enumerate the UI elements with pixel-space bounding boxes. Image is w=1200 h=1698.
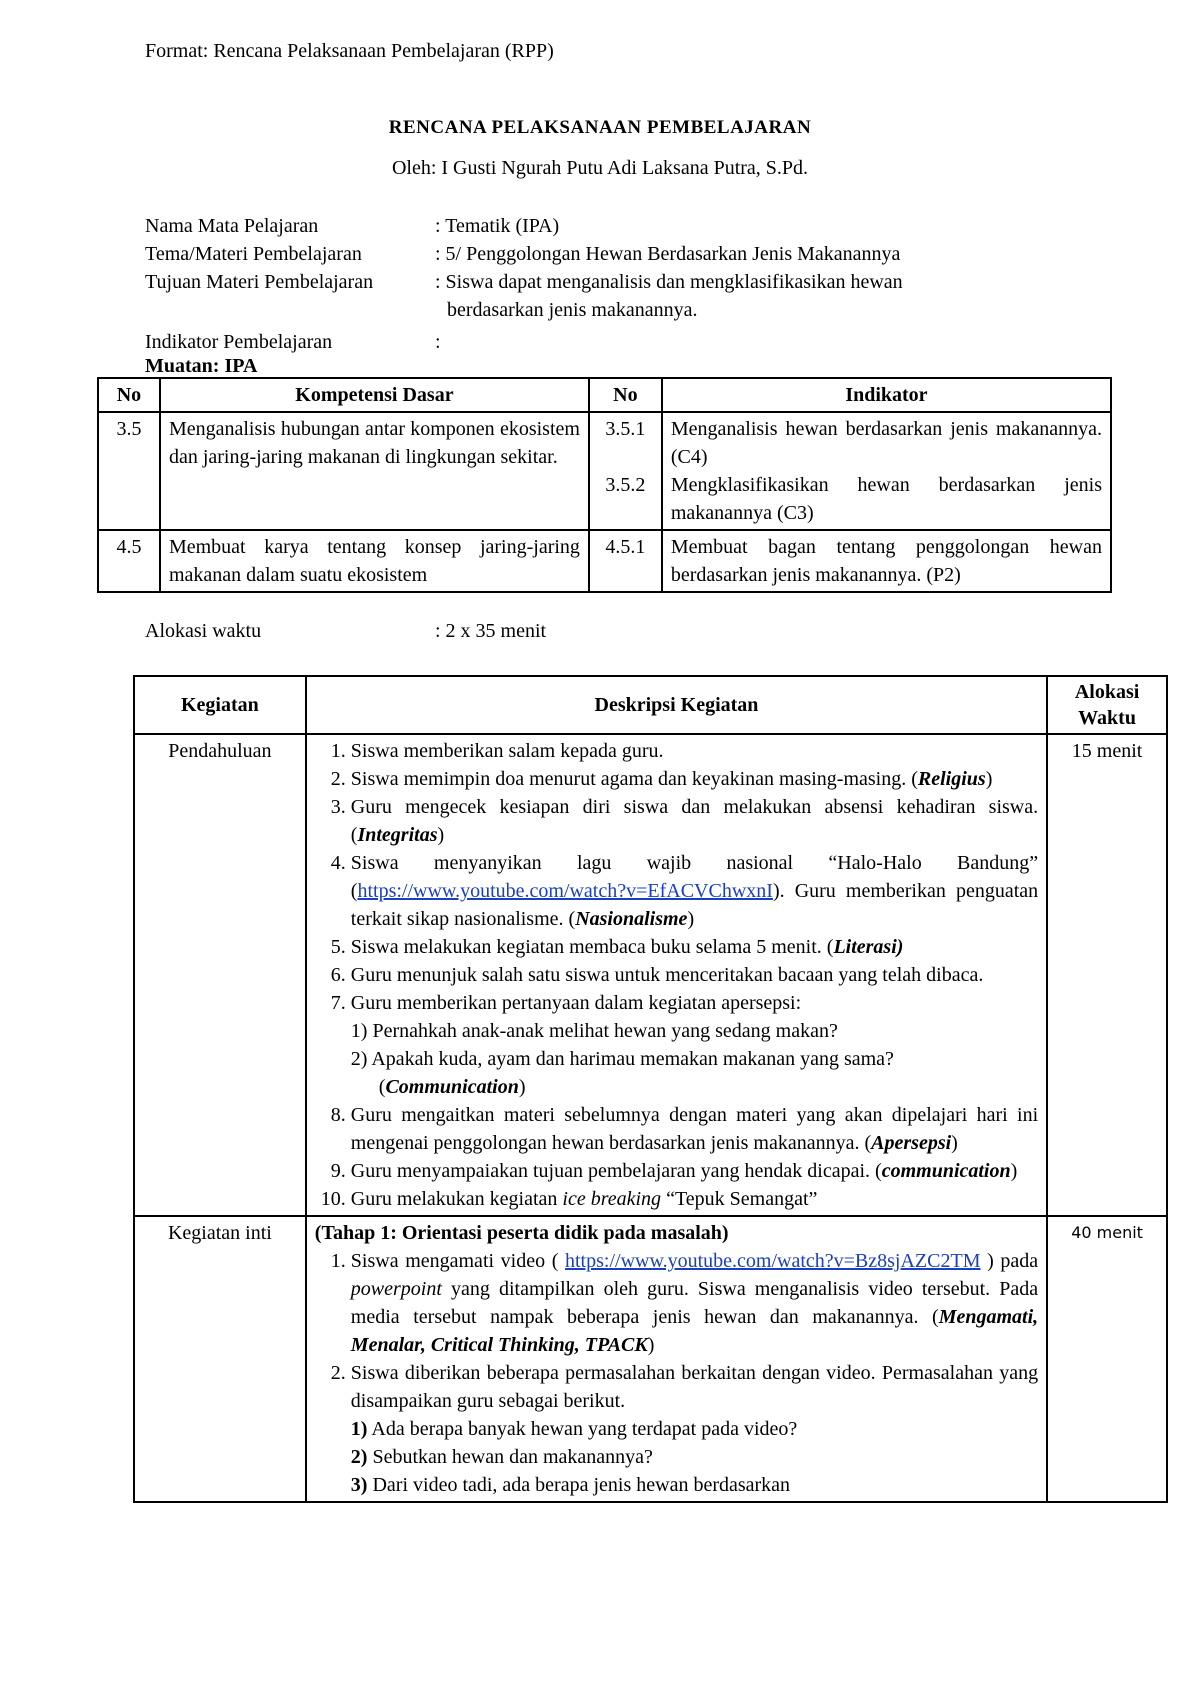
indikator-text: Membuat bagan tentang penggolongan hewan berdasarkan jenis makanannya. (P2) bbox=[662, 530, 1111, 592]
kd-header-row bbox=[98, 378, 1111, 412]
item-text: Siswa melakukan kegiatan membaca buku selama 5 menit. ( bbox=[350, 936, 834, 958]
item-text: “Tepuk Semangat” bbox=[661, 1188, 818, 1210]
tujuan-value-2: berdasarkan jenis makanannya. bbox=[447, 299, 698, 321]
info-block bbox=[145, 212, 1045, 362]
youtube-link[interactable]: https://www.youtube.com/watch?v=EfACVChwxnI bbox=[357, 880, 773, 902]
list-item: 8. Guru mengaitkan materi sebelumnya dengan materi yang akan dipelajari hari ini mengenai penggolongan hewan berdasarkan jenis makanannya. (Apersepsi) bbox=[351, 1101, 1038, 1157]
item-text: Siswa menyanyikan lagu wajib nasional “Halo-Halo Bandung” ( bbox=[350, 852, 1039, 902]
item-text: ) pada bbox=[980, 1250, 1039, 1272]
tema-label: Tema/Materi Pembelajaran bbox=[145, 243, 362, 265]
list-item: 2. Siswa memimpin doa menurut agama dan keyakinan masing-masing. (Religius) bbox=[351, 765, 1038, 793]
value-tag: Literasi) bbox=[833, 936, 904, 958]
value-tag: Religius bbox=[917, 768, 986, 790]
list-item: 1. Siswa memberikan salam kepada guru. bbox=[351, 737, 1038, 765]
item-text: Siswa memimpin doa menurut agama dan keyakinan masing-masing. ( bbox=[350, 768, 918, 790]
question bbox=[351, 1443, 1038, 1471]
question-number: 2) bbox=[350, 1446, 368, 1468]
alokasi-label: Alokasi waktu bbox=[145, 620, 262, 642]
phase-name: Kegiatan inti bbox=[134, 1216, 306, 1502]
activity-row-inti bbox=[134, 1216, 1167, 1502]
list-item: 9. Guru menyampaiakan tujuan pembelajaran yang hendak dicapai. (communication) bbox=[351, 1157, 1038, 1185]
indikator-text: Menganalisis hewan berdasarkan jenis makanannya. (C4) bbox=[670, 418, 1102, 468]
mapel-label: Nama Mata Pelajaran bbox=[145, 215, 319, 237]
value-tag: Integritas bbox=[357, 824, 438, 846]
indikator-value: : bbox=[435, 331, 441, 353]
list-item: 6. Guru menunjuk salah satu siswa untuk menceritakan bacaan yang telah dibaca. bbox=[351, 961, 1038, 989]
list-item bbox=[351, 1359, 1038, 1499]
kd-row bbox=[98, 530, 1111, 592]
activity-header-row bbox=[134, 676, 1167, 734]
header-alokasi: Alokasi Waktu bbox=[1047, 676, 1167, 734]
question-text: Dari video tadi, ada berapa jenis hewan berdasarkan bbox=[372, 1474, 791, 1496]
list-item bbox=[351, 933, 1038, 961]
tema-value: : 5/ Penggolongan Hewan Berdasarkan Jenis Makanannya bbox=[435, 243, 901, 265]
question bbox=[351, 1415, 1038, 1443]
value-tag: Communication bbox=[385, 1076, 519, 1098]
italic-text: powerpoint bbox=[350, 1278, 442, 1300]
value-tag: Nasionalisme bbox=[575, 908, 688, 930]
author-line: Oleh: I Gusti Ngurah Putu Adi Laksana Putra, S.Pd. bbox=[391, 157, 809, 179]
list-item: 4. Siswa menyanyikan lagu wajib nasional “Halo-Halo Bandung” (https://www.youtube.com/watch?v=EfACVChwxnI). Guru memberikan penguatan terkait sikap nasionalisme. (Nasionalisme) bbox=[351, 849, 1038, 933]
kd-table bbox=[97, 377, 1112, 593]
kd-text: Menganalisis hubungan antar komponen ekosistem dan jaring-jaring makanan di lingkungan sekitar. bbox=[160, 412, 589, 530]
italic-text: ice breaking bbox=[562, 1188, 662, 1210]
indikator-text: Mengklasifikasikan hewan berdasarkan jenis makanannya (C3) bbox=[670, 474, 1102, 524]
ind-no-cell bbox=[589, 412, 662, 530]
item-text: ). Guru memberikan penguatan terkait sikap nasionalisme. ( bbox=[350, 880, 1039, 930]
question-text: 2) Apakah kuda, ayam dan harimau memakan makanan yang sama? bbox=[350, 1048, 894, 1070]
kd-header-ind-no: No bbox=[589, 378, 662, 412]
apersepsi-questions bbox=[351, 1017, 1038, 1101]
ind-no: 3.5.1 bbox=[605, 418, 646, 440]
phase-time: 15 menit bbox=[1047, 734, 1167, 1216]
indikator-label: Indikator Pembelajaran bbox=[145, 331, 333, 353]
list-item bbox=[351, 989, 1038, 1101]
problem-questions bbox=[351, 1415, 1038, 1499]
activity-table bbox=[133, 675, 1168, 1503]
muatan-label: Muatan: IPA bbox=[145, 355, 258, 377]
ind-no: 3.5.2 bbox=[605, 474, 646, 496]
list-item bbox=[351, 1185, 1038, 1213]
item-text: Guru menyampaiakan tujuan pembelajaran yang hendak dicapai. ( bbox=[350, 1160, 882, 1182]
question-number: 3) bbox=[350, 1474, 368, 1496]
youtube-link[interactable]: https://www.youtube.com/watch?v=Bz8sjAZC2TM bbox=[565, 1250, 981, 1272]
kd-header-kd: Kompetensi Dasar bbox=[160, 378, 589, 412]
item-text: Guru mengecek kesiapan diri siswa dan melakukan absensi kehadiran siswa. ( bbox=[350, 796, 1039, 846]
kd-header-no: No bbox=[98, 378, 160, 412]
question-text: Sebutkan hewan dan makanannya? bbox=[372, 1446, 653, 1468]
question-text: Ada berapa banyak hewan yang terdapat pada video? bbox=[371, 1418, 798, 1440]
format-line: Format: Rencana Pelaksanaan Pembelajaran (RPP) bbox=[145, 40, 554, 62]
document-title: RENCANA PELAKSANAAN PEMBELAJARAN bbox=[388, 117, 812, 138]
list-item: 3. Guru mengecek kesiapan diri siswa dan melakukan absensi kehadiran siswa. (Integritas) bbox=[351, 793, 1038, 849]
question: 1) Pernahkah anak-anak melihat hewan yang sedang makan? bbox=[350, 1020, 838, 1042]
question: 2) Apakah kuda, ayam dan harimau memakan makanan yang sama? (Communication) bbox=[350, 1048, 894, 1098]
mapel-value: : Tematik (IPA) bbox=[435, 215, 560, 237]
stage-heading: (Tahap 1: Orientasi peserta didik pada masalah) bbox=[314, 1222, 729, 1244]
question bbox=[351, 1471, 1038, 1499]
kd-row bbox=[98, 412, 1111, 530]
item-text: Guru melakukan kegiatan bbox=[350, 1188, 563, 1210]
kd-no: 4.5 bbox=[98, 530, 160, 592]
phase-description bbox=[306, 1216, 1047, 1502]
kd-no: 3.5 bbox=[98, 412, 160, 530]
activity-row-pendahuluan bbox=[134, 734, 1167, 1216]
value-tag: Apersepsi bbox=[871, 1132, 952, 1154]
alokasi-value: : 2 x 35 menit bbox=[435, 620, 547, 642]
indikator-cell bbox=[662, 412, 1111, 530]
phase-name: Pendahuluan bbox=[134, 734, 306, 1216]
value-tag: Mengamati, Menalar, Critical Thinking, TPACK bbox=[350, 1306, 1039, 1356]
pendahuluan-list bbox=[315, 737, 1038, 1213]
item-text: Siswa diberikan beberapa permasalahan berkaitan dengan video. Permasalahan yang disampaikan guru sebagai berikut. bbox=[350, 1362, 1039, 1412]
item-text: Guru memberikan pertanyaan dalam kegiatan apersepsi: bbox=[350, 992, 802, 1014]
kd-text: Membuat karya tentang konsep jaring-jaring makanan dalam suatu ekosistem bbox=[160, 530, 589, 592]
kd-header-indikator: Indikator bbox=[662, 378, 1111, 412]
inti-list bbox=[315, 1247, 1038, 1499]
phase-description bbox=[306, 734, 1047, 1216]
header-kegiatan: Kegiatan bbox=[134, 676, 306, 734]
value-tag: communication bbox=[881, 1160, 1011, 1182]
item-text: yang ditampilkan oleh guru. Siswa menganalisis video tersebut. Pada media tersebut nampak beberapa jenis hewan dan makanannya. ( bbox=[350, 1278, 1039, 1328]
phase-time: 40 menit bbox=[1047, 1216, 1167, 1502]
list-item: 1. Siswa mengamati video ( https://www.youtube.com/watch?v=Bz8sjAZC2TM ) pada powerpoint yang ditampilkan oleh guru. Siswa menganalisis video tersebut. Pada media tersebut nampak beberapa jenis hewan dan makanannya. (Mengamati, Menalar, Critical Thinking, TPACK) bbox=[351, 1247, 1038, 1359]
item-text: Siswa mengamati video ( bbox=[350, 1250, 565, 1272]
ind-no: 4.5.1 bbox=[589, 530, 662, 592]
question-number: 1) bbox=[350, 1418, 368, 1440]
item-text: Guru mengaitkan materi sebelumnya dengan materi yang akan dipelajari hari ini mengenai penggolongan hewan berdasarkan jenis makanannya. ( bbox=[350, 1104, 1039, 1154]
header-deskripsi: Deskripsi Kegiatan bbox=[306, 676, 1047, 734]
tujuan-value-1: : Siswa dapat menganalisis dan mengklasifikasikan hewan bbox=[435, 271, 903, 293]
tujuan-label: Tujuan Materi Pembelajaran bbox=[145, 271, 374, 293]
